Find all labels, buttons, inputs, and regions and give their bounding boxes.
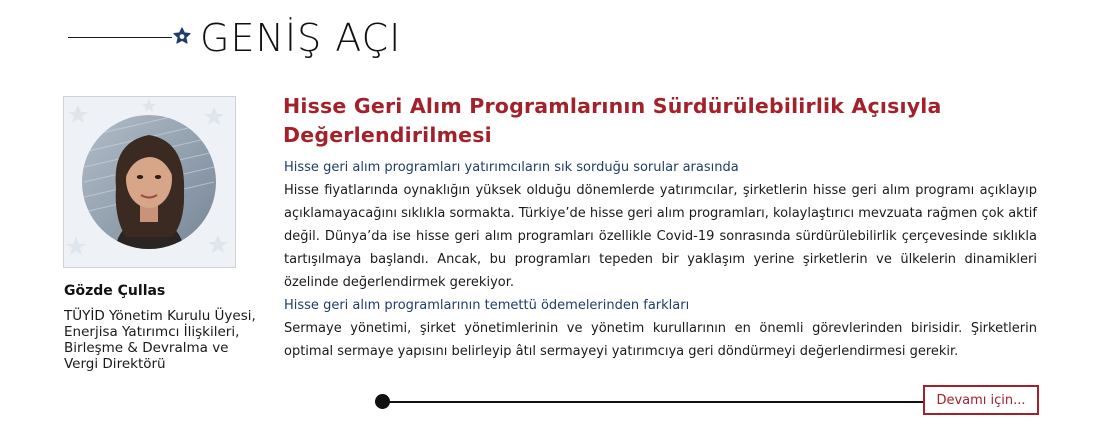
author-title-line: Birleşme & Devralma ve	[64, 340, 229, 356]
header-rule	[68, 37, 172, 38]
author-title-line: Enerjisa Yatırımcı İlişkileri,	[64, 324, 240, 340]
paragraph: Hisse fiyatlarında oynaklığın yüksek olduğu dönemlerde yatırımcılar, şirketlerin hisse geri alım programı açıklayıp açıklamayacağını sıklıkla sormakta. Türkiye’de hisse geri alım programları, kolaylaştırıcı mevzuata rağmen çok aktif değil. Dünya’da ise hisse geri alım programları özellikle Covid-19 sonrasında sürdürülebilirlik çerçevesinde sıklıkla tartışılmaya başlandı. Ancak, bu programları tepeden bir yaklaşım yerine şirketlerin ve ülkelerin dinamikleri özelinde değerlendirmek gerekiyor.	[284, 183, 1037, 290]
paragraph: Sermaye yönetimi, şirket yönetimlerinin ve yönetim kurullarının en önemli görevlerinden birisidir. Şirketlerin optimal sermaye yapısını belirleyip âtıl sermayeyi yatırımcıya geri döndürmeyi değerlendirmesi gerekir.	[284, 321, 1037, 359]
article-body	[284, 156, 1037, 363]
star-icon	[172, 27, 192, 47]
author-title	[64, 308, 274, 372]
author-title-line: TÜYİD Yönetim Kurulu Üyesi,	[64, 308, 256, 324]
author-title-line: Vergi Direktörü	[64, 356, 166, 372]
section-title: GENİŞ AÇI	[200, 16, 402, 60]
author-name: Gözde Çullas	[64, 283, 166, 299]
read-more-button[interactable]: Devamı için...	[923, 385, 1039, 415]
subheading: Hisse geri alım programları yatırımcıların sık sorduğu sorular arasında	[284, 160, 739, 175]
author-photo	[63, 96, 236, 268]
bottom-rule	[388, 401, 924, 403]
subheading: Hisse geri alım programlarının temettü ödemelerinden farkları	[284, 298, 690, 313]
article-title: Hisse Geri Alım Programlarının Sürdürülebilirlik Açısıyla Değerlendirilmesi	[283, 94, 942, 147]
